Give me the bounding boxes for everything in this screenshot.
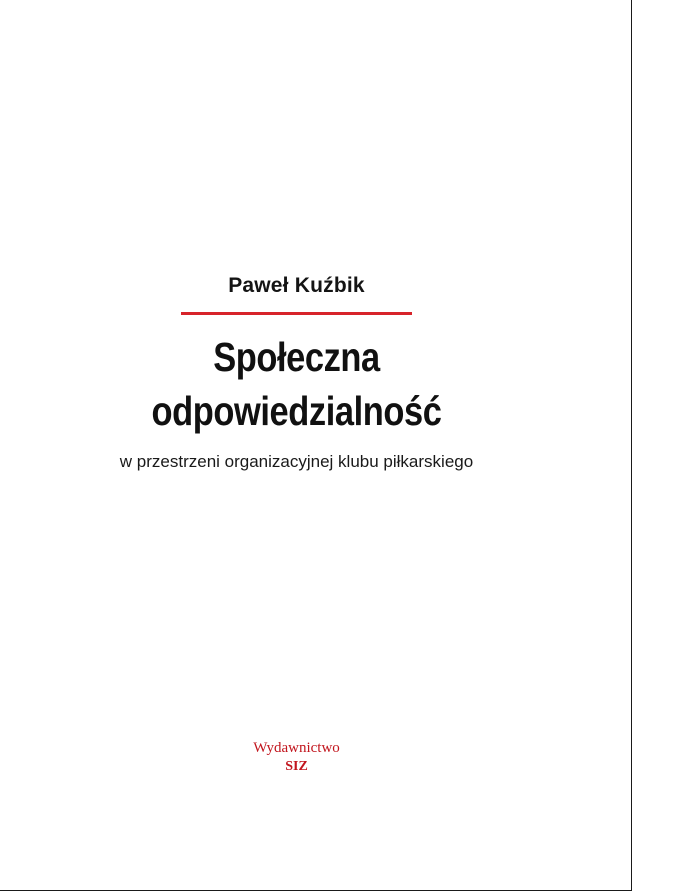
title-line-1: Społeczna <box>213 334 380 380</box>
subtitle: w przestrzeni organizacyjnej klubu piłkarskiego <box>119 452 474 471</box>
title-line-2: odpowiedzialność <box>151 388 442 434</box>
author-name: Paweł Kuźbik <box>228 274 365 297</box>
publisher-name: SIZ <box>285 759 308 774</box>
publisher-label: Wydawnictwo <box>253 740 340 756</box>
red-divider-rule <box>181 312 412 315</box>
